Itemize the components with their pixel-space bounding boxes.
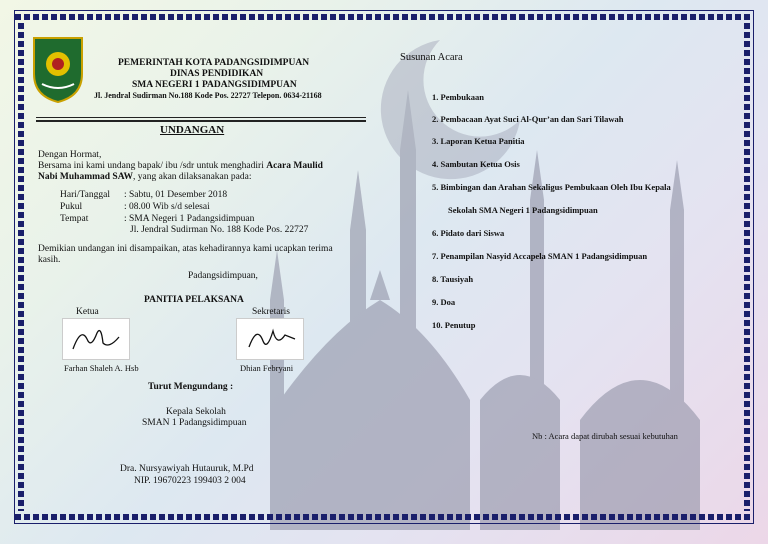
- kepsek-school: SMAN 1 Padangsidimpuan: [142, 418, 247, 428]
- header-divider-thick: [36, 120, 366, 122]
- event-name-part2: Nabi Muhammad SAW: [38, 172, 134, 182]
- sekretaris-signature: [236, 318, 304, 360]
- agenda-item-9: 9. Doa: [432, 297, 456, 307]
- agenda-item-10: 10. Penutup: [432, 320, 476, 330]
- kepsek-name: Dra. Nursyawiyah Hutauruk, M.Pd: [120, 464, 254, 474]
- detail-value-address: Jl. Jendral Sudirman No. 188 Kode Pos. 22727: [130, 225, 309, 235]
- ketua-name: Farhan Shaleh A. Hsb: [64, 363, 139, 373]
- agenda-item-6: 6. Pidato dari Siswa: [432, 228, 505, 238]
- agenda-item-5: 5. Bimbingan dan Arahan Sekaligus Pembukaan Oleh Ibu Kepala: [432, 182, 671, 192]
- agenda-item-1: 1. Pembukaan: [432, 92, 484, 102]
- closing-text: Demikian undangan ini disampaikan, atas kehadirannya kami ucapkan terima: [38, 244, 333, 254]
- agenda-item-8: 8. Tausiyah: [432, 274, 474, 284]
- body-text-part2: , yang akan dilaksanakan pada:: [133, 172, 252, 182]
- greeting: Dengan Hormat,: [38, 150, 102, 160]
- place-line: Padangsidimpuan,: [188, 271, 258, 281]
- detail-label-date: Hari/Tanggal: [60, 190, 110, 200]
- detail-value-date: : Sabtu, 01 Desember 2018: [124, 190, 228, 200]
- agenda-item-7: 7. Penampilan Nasyid Accapela SMAN 1 Padangsidimpuan: [432, 251, 648, 261]
- event-name-part1: Acara Maulid: [266, 161, 323, 171]
- detail-value-time: : 08.00 Wib s/d selesai: [124, 202, 210, 212]
- agenda-title: Susunan Acara: [400, 52, 463, 63]
- agenda-item-5-cont: Sekolah SMA Negeri 1 Padangsidimpuan: [448, 205, 598, 215]
- body-text-part1: Bersama ini kami undang bapak/ ibu /sdr untuk menghadiri: [38, 161, 264, 171]
- detail-label-place: Tempat: [60, 214, 89, 224]
- detail-label-time: Pukul: [60, 202, 83, 212]
- sekretaris-name: Dhian Febryani: [240, 363, 294, 373]
- header-address: Jl. Jendral Sudirman No.188 Kode Pos. 22727 Telepon. 0634-21168: [94, 91, 322, 100]
- detail-value-place: : SMA Negeri 1 Padangsidimpuan: [124, 214, 255, 224]
- kepsek-title: Kepala Sekolah: [166, 407, 226, 417]
- ketua-signature: [62, 318, 130, 360]
- turut-mengundang: Turut Mengundang :: [148, 382, 234, 392]
- school-crest-logo: [30, 34, 86, 104]
- closing-text-line2: kasih.: [38, 255, 61, 265]
- note: Nb : Acara dapat dirubah sesuai kebutuhan: [532, 431, 678, 441]
- body-text-line2: [38, 171, 251, 183]
- header-divider: [36, 117, 366, 118]
- agenda-item-2: 2. Pembacaan Ayat Suci Al-Qur’an dan Sari Tilawah: [432, 114, 624, 124]
- ketua-label: Ketua: [76, 307, 99, 317]
- kepsek-nip: NIP. 19670223 199403 2 004: [134, 476, 246, 486]
- sekretaris-label: Sekretaris: [252, 307, 290, 317]
- header-line-2: DINAS PENDIDIKAN: [170, 69, 264, 79]
- header-line-3: SMA NEGERI 1 PADANGSIDIMPUAN: [132, 80, 297, 90]
- agenda-item-3: 3. Laporan Ketua Panitia: [432, 136, 525, 146]
- header-line-1: PEMERINTAH KOTA PADANGSIDIMPUAN: [118, 58, 310, 68]
- decorative-border: [14, 10, 754, 524]
- document-title: UNDANGAN: [160, 124, 225, 136]
- agenda-item-4: 4. Sambutan Ketua Osis: [432, 159, 520, 169]
- committee-heading: PANITIA PELAKSANA: [144, 295, 244, 305]
